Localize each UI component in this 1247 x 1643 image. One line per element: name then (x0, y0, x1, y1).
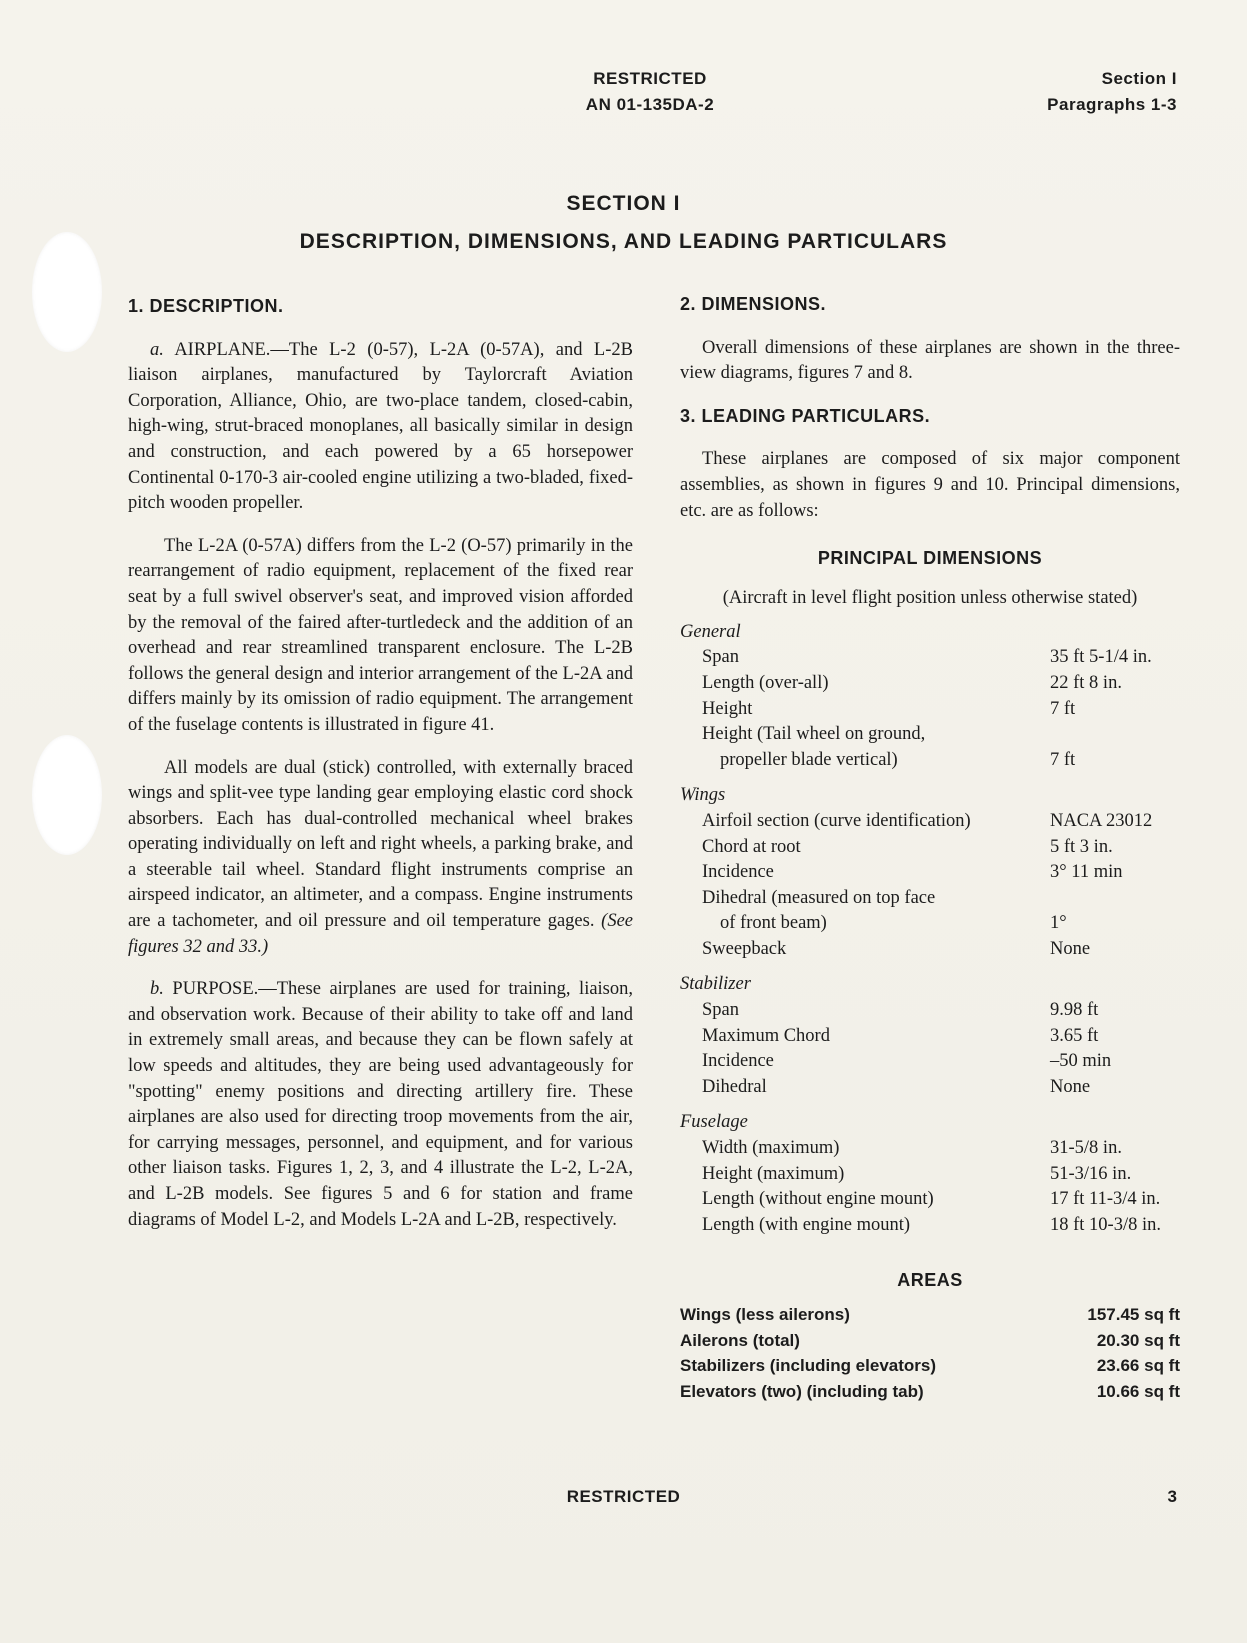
table-note: (Aircraft in level flight position unless otherwise stated) (722, 587, 1138, 608)
punch-hole (32, 735, 102, 855)
dimension-label: Height (Tail wheel on ground, (702, 724, 926, 745)
heading-leading-particulars: 3. LEADING PARTICULARS. (680, 405, 931, 426)
dimension-row (680, 809, 1180, 835)
header-paragraphs: Paragraphs 1-3 (1047, 95, 1177, 114)
dimension-value: 17 ft 11-3/4 in. (1050, 1189, 1161, 1210)
dimension-value: 18 ft 10-3/8 in. (1050, 1214, 1161, 1235)
page-number: 3 (1167, 1487, 1177, 1506)
principal-dimensions-title: PRINCIPAL DIMENSIONS (817, 548, 1043, 569)
dimension-value (1050, 722, 1180, 748)
dimension-row (680, 748, 1180, 774)
dimension-label: Airfoil section (curve identification) (702, 810, 971, 831)
dimension-label: Dihedral (702, 1076, 767, 1097)
dimension-value: 5 ft 3 in. (1050, 836, 1113, 857)
dimension-row (680, 1162, 1180, 1188)
dimension-row (680, 886, 1180, 912)
areas-table (680, 1302, 1180, 1404)
dimension-label: Span (702, 647, 739, 668)
dimension-row (680, 1213, 1180, 1239)
dimension-value: 1° (1050, 913, 1067, 934)
dimension-row (680, 697, 1180, 723)
header-right (1047, 66, 1177, 118)
right-column (680, 292, 1180, 1404)
area-label: Wings (less ailerons) (680, 1305, 850, 1324)
controls-text: All models are dual (stick) controlled, with externally braced wings and split-vee type landing gear employing elastic cord shock absorbers. Each has dual-controlled mechanical wheel brakes operating individually on left and right wheels, a parking brake, and a steerable tail wheel. Standard flight instruments comprise an airspeed indicator, an altimeter, and a compass. Engine instruments are a tachometer, and oil pressure and oil temperature gages. (128, 757, 633, 932)
heading-dimensions: 2. DIMENSIONS. (680, 294, 827, 314)
dimension-row (680, 1024, 1180, 1050)
dimension-row (680, 860, 1180, 886)
dimension-row (680, 645, 1180, 671)
dimension-label: Length (without engine mount) (702, 1189, 934, 1210)
header-center (520, 66, 780, 118)
item-label-a: a. (150, 339, 164, 360)
header-section: Section I (1101, 69, 1177, 88)
dimension-label: Chord at root (702, 836, 801, 857)
dimension-group-heading: Wings (680, 785, 726, 806)
paragraph-airplane (128, 338, 633, 517)
area-value: 157.45 sq ft (1087, 1305, 1180, 1324)
areas-title: AREAS (897, 1270, 963, 1291)
airplane-text: AIRPLANE.—The L-2 (0-57), L-2A (0-57A), and L-2B liaison airplanes, manufactured by Taylorcraft Aviation Corporation, Alliance, Ohio, are two-place tandem, closed-cabin, high-wing, strut-braced monoplanes, all basically similar in design and construction, and each powered by a 65 horsepower Continental 0-170-3 air-cooled engine utilizing a two-bladed, fixed-pitch wooden propeller. (128, 339, 633, 514)
dimension-value: 22 ft 8 in. (1050, 672, 1122, 693)
dimension-row (680, 911, 1180, 937)
dimension-row (680, 671, 1180, 697)
dimension-value: None (1050, 938, 1091, 959)
dimension-label: Height (702, 698, 753, 719)
area-row (680, 1353, 1180, 1379)
area-label: Stabilizers (including elevators) (680, 1356, 937, 1376)
section-title: SECTION I (566, 192, 681, 215)
dimension-row (680, 1049, 1180, 1075)
dimension-value: 9.98 ft (1050, 1000, 1099, 1021)
dimension-group-heading: Stabilizer (680, 974, 751, 995)
dimension-row (680, 1136, 1180, 1162)
principal-dimensions-table (680, 620, 1180, 1249)
dimension-value: 35 ft 5-1/4 in. (1050, 647, 1152, 668)
dimension-label: Incidence (702, 1051, 774, 1072)
dimension-row (680, 722, 1180, 748)
area-label: Elevators (two) (including tab) (680, 1381, 924, 1401)
dimension-row (680, 1187, 1180, 1213)
area-row (680, 1302, 1180, 1328)
left-column (128, 294, 633, 1250)
paragraph-differences: The L-2A (0-57A) differs from the L-2 (O-57) primarily in the rearrangement of radio equipment, replacement of the fixed rear seat by a full swivel observer's seat, and improved vision afforded by the removal of the faired after-turtledeck and the addition of an overhead and rear streamlined transparent enclosure. The L-2B follows the general design and interior arrangement of the L-2A and differs mainly by its omission of radio equipment. The arrangement of the fuselage contents is illustrated in figure 41. (128, 535, 633, 735)
section-subtitle: DESCRIPTION, DIMENSIONS, AND LEADING PARTICULARS (299, 230, 948, 253)
paragraph-purpose (128, 977, 633, 1233)
dimension-group-heading: General (680, 621, 741, 642)
dimension-label: Height (maximum) (702, 1163, 845, 1184)
dimension-label: Maximum Chord (702, 1025, 830, 1046)
area-label: Ailerons (total) (680, 1330, 800, 1350)
dimension-group-heading: Fuselage (680, 1112, 748, 1133)
dimension-value: –50 min (1050, 1051, 1112, 1072)
dimension-label: Width (maximum) (702, 1138, 840, 1159)
dimension-value (1050, 886, 1180, 912)
purpose-text: PURPOSE.—These airplanes are used for training, liaison, and observation work. Because of their ability to take off and land in extremely small areas, and because they can be flown safely at low speeds and altitudes, they are being used advantageously for "spotting" enemy positions and directing artillery fire. These airplanes are also used for directing troop movements from the air, for carrying messages, personnel, and equipment, and for various other liaison tasks. Figures 1, 2, 3, and 4 illustrate the L-2, L-2A, and L-2B models. See figures 5 and 6 for station and frame diagrams of Model L-2, and Models L-2A and L-2B, respectively. (128, 979, 634, 1230)
heading-description: 1. DESCRIPTION. (128, 296, 284, 316)
dimension-label: Dihedral (measured on top face (702, 887, 936, 908)
area-row (680, 1379, 1180, 1405)
header-restricted: RESTRICTED (593, 69, 707, 88)
dimension-label: Incidence (702, 862, 774, 883)
dimension-value: NACA 23012 (1050, 810, 1153, 831)
dimension-value: 7 ft (1050, 698, 1076, 719)
dimension-label: Span (702, 1000, 739, 1021)
area-value: 10.66 sq ft (1096, 1381, 1180, 1401)
dimension-value: 31-5/8 in. (1050, 1138, 1122, 1159)
figure-reference: (See figures 32 and 33.) (128, 911, 634, 957)
dimension-label: propeller blade vertical) (720, 749, 898, 770)
dimension-label: Length (with engine mount) (702, 1214, 911, 1235)
area-value: 20.30 sq ft (1096, 1330, 1180, 1350)
dimension-row (680, 998, 1180, 1024)
area-row (680, 1328, 1180, 1354)
paragraph-leading: These airplanes are composed of six major component assemblies, as shown in figures 9 and 10. Principal dimensions, etc. are as follows: (680, 449, 1180, 521)
dimension-value: 3° 11 min (1050, 862, 1123, 883)
dimension-label: Sweepback (702, 938, 787, 959)
header-doc-number: AN 01-135DA-2 (585, 95, 715, 114)
dimension-value: None (1050, 1076, 1091, 1097)
item-label-b: b. (150, 979, 164, 1000)
area-value: 23.66 sq ft (1096, 1356, 1180, 1376)
paragraph-dimensions: Overall dimensions of these airplanes are shown in the three-view diagrams, figures 7 and 8. (680, 337, 1180, 384)
dimension-value: 3.65 ft (1050, 1025, 1099, 1046)
dimension-value: 7 ft (1050, 749, 1076, 770)
dimension-label: of front beam) (720, 913, 827, 934)
paragraph-controls (128, 756, 633, 961)
dimension-row (680, 937, 1180, 963)
footer-restricted: RESTRICTED (566, 1487, 681, 1506)
dimension-label: Length (over-all) (702, 672, 829, 693)
dimension-row (680, 835, 1180, 861)
dimension-value: 51-3/16 in. (1050, 1163, 1132, 1184)
dimension-row (680, 1075, 1180, 1101)
